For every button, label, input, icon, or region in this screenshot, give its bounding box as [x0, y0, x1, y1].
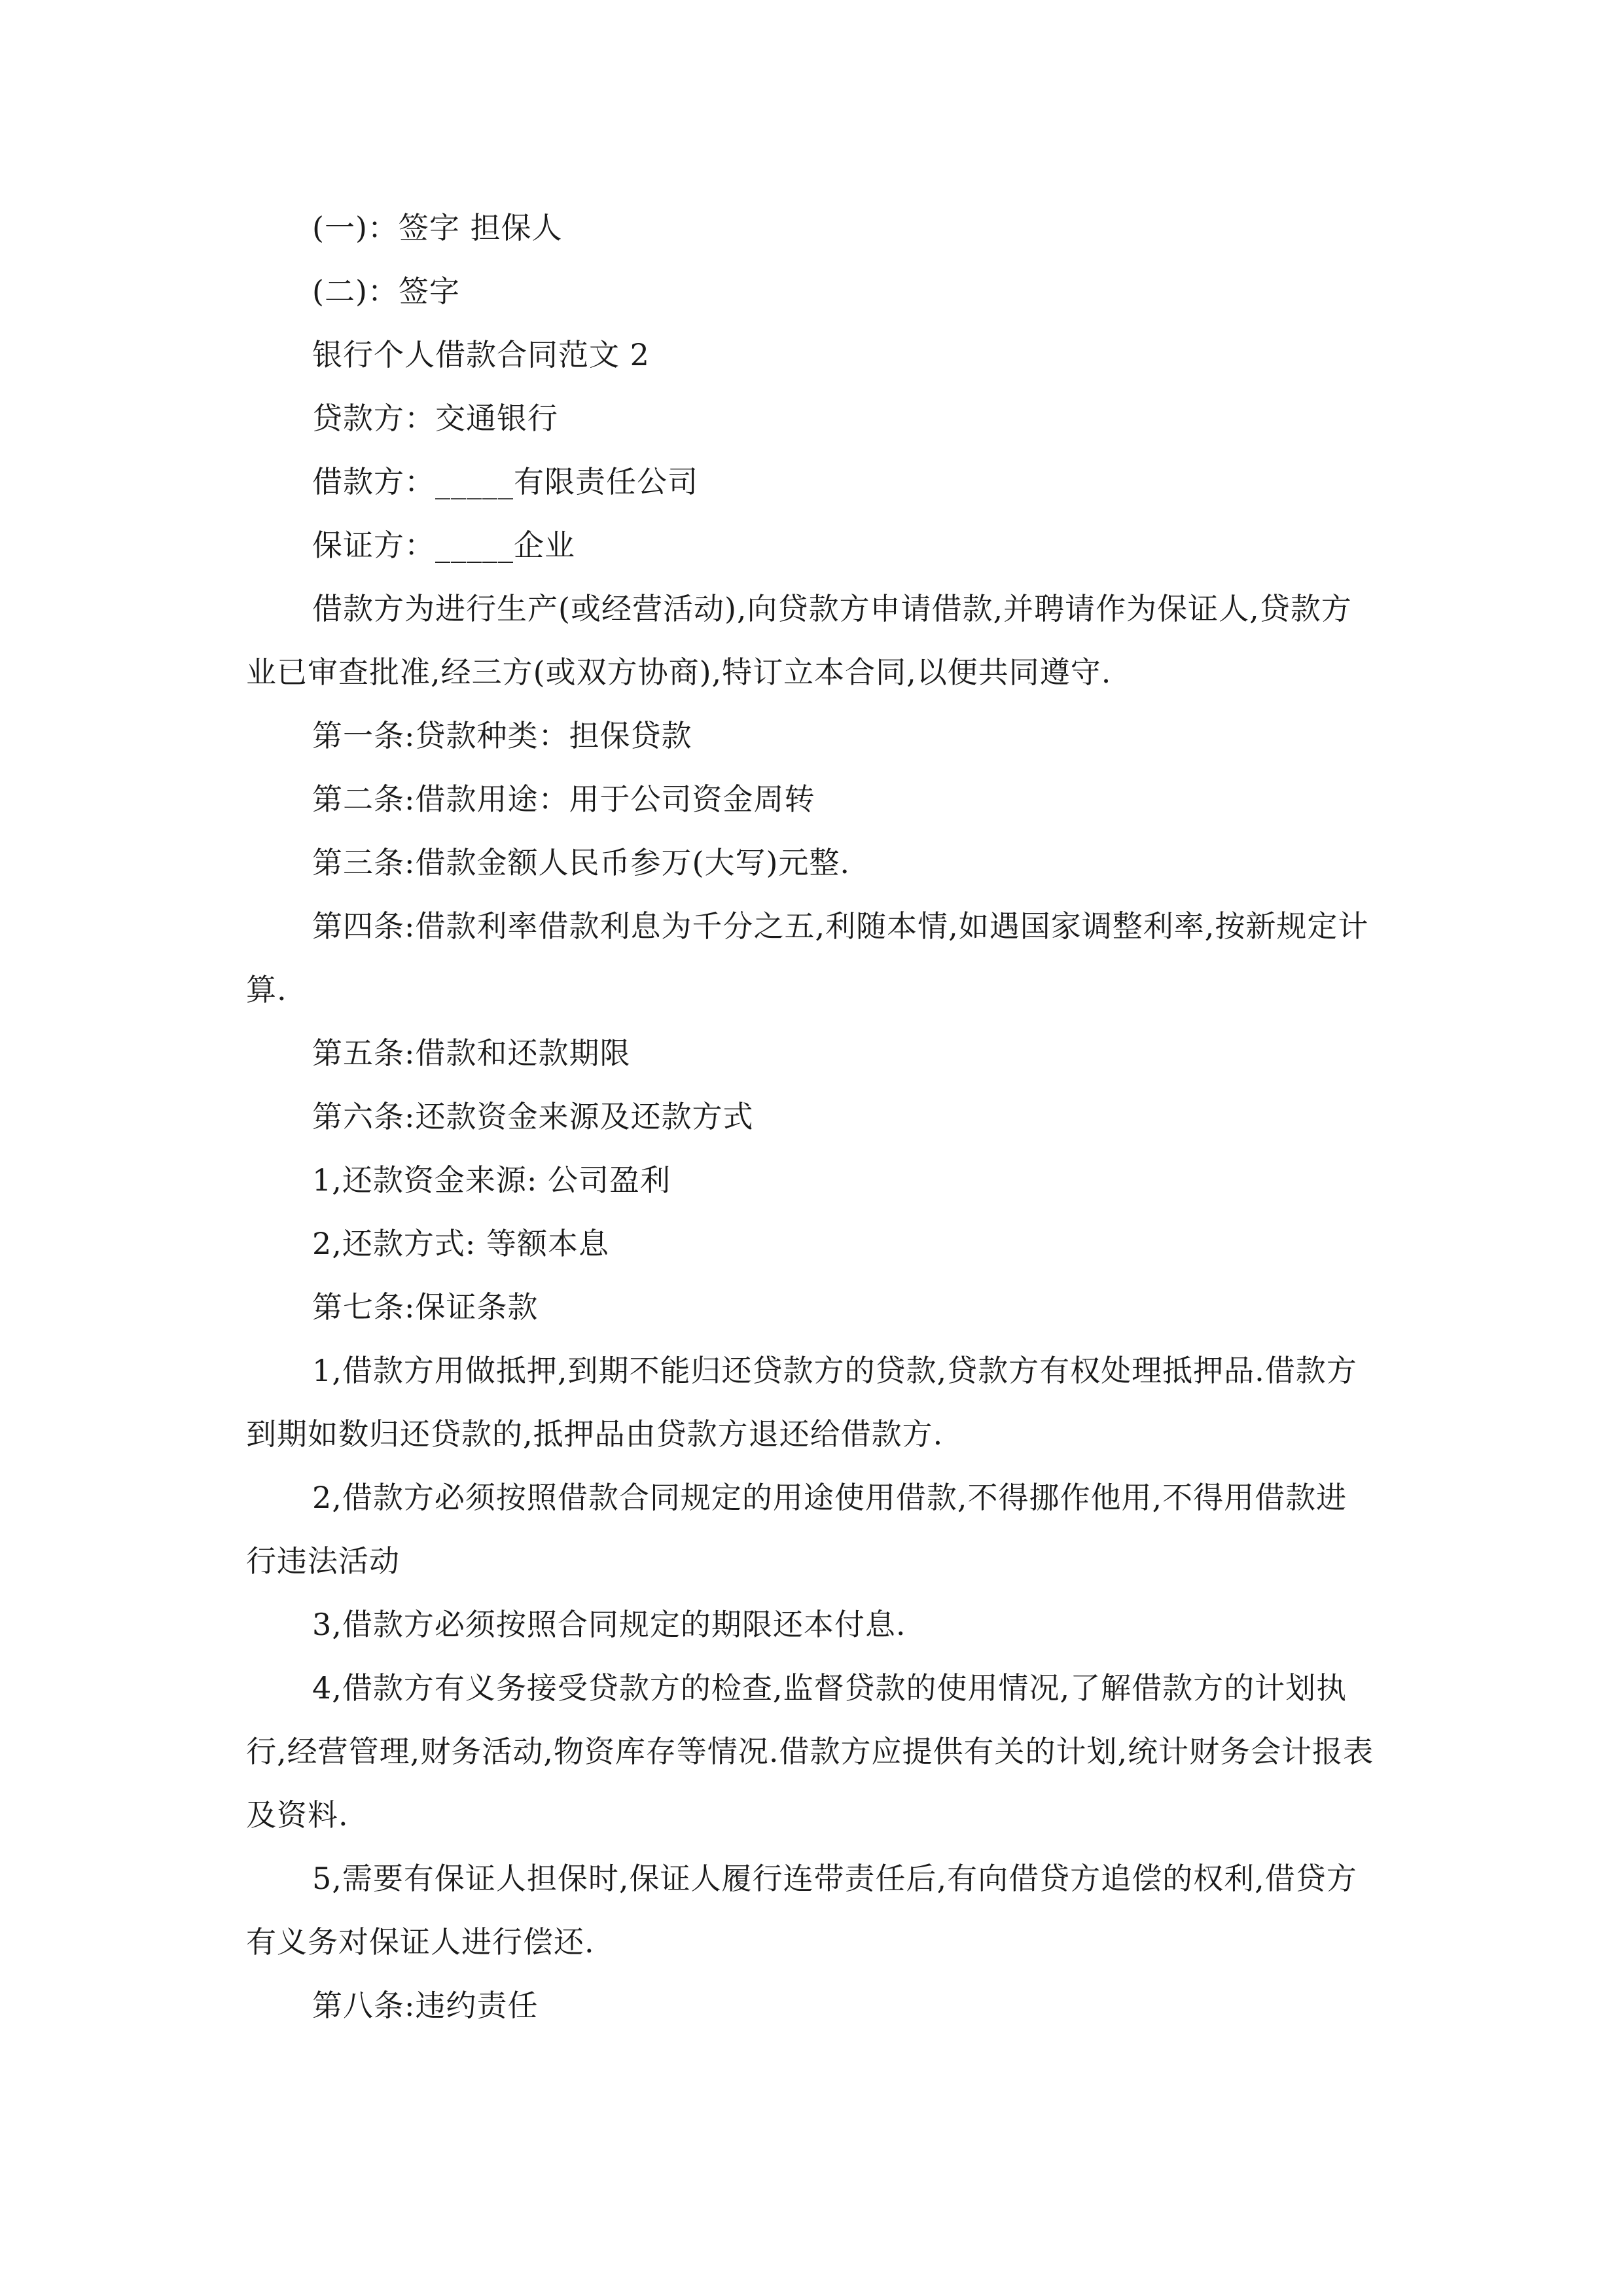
article-7-item-4: 4,借款方有义务接受贷款方的检查,监督贷款的使用情况,了解借款方的计划执行,经营管理,财务活动,物资库存等情况.借款方应提供有关的计划,统计财务会计报表及资料. — [246, 1670, 1374, 1833]
borrower-line: 借款方：_____有限责任公司 — [312, 464, 698, 499]
article-4: 第四条:借款利率借款利息为千分之五,利随本情,如遇国家调整利率,按新规定计算. — [246, 908, 1369, 1007]
article-6-item-2: 2,还款方式: 等额本息 — [312, 1226, 610, 1261]
preamble-paragraph: 借款方为进行生产(或经营活动),向贷款方申请借款,并聘请作为保证人,贷款方业已审查批准,经三方(或双方协商),特订立本合同,以便共同遵守. — [246, 591, 1352, 690]
article-3: 第三条:借款金额人民币参万(大写)元整. — [312, 845, 851, 880]
article-7-item-2: 2,借款方必须按照借款合同规定的用途使用借款,不得挪作他用,不得用借款进行违法活动 — [246, 1480, 1347, 1579]
guarantor-line: 保证方：_____企业 — [312, 528, 575, 563]
signature-line: (二)：签字 — [312, 274, 460, 309]
signature-guarantor-line: (一)：签字 担保人 — [312, 210, 563, 245]
article-7: 第七条:保证条款 — [312, 1289, 539, 1325]
document-body — [246, 196, 1377, 2037]
article-7-item-5: 5,需要有保证人担保时,保证人履行连带责任后,有向借贷方追偿的权利,借贷方有义务对保证人进行偿还. — [246, 1861, 1357, 1960]
article-2: 第二条:借款用途：用于公司资金周转 — [312, 781, 815, 817]
article-1: 第一条:贷款种类：担保贷款 — [312, 718, 692, 753]
article-6: 第六条:还款资金来源及还款方式 — [312, 1099, 754, 1134]
document-title: 银行个人借款合同范文 2 — [312, 337, 650, 372]
article-8: 第八条:违约责任 — [312, 1988, 539, 2023]
article-5: 第五条:借款和还款期限 — [312, 1035, 631, 1071]
article-7-item-3: 3,借款方必须按照合同规定的期限还本付息. — [312, 1607, 906, 1642]
lender-line: 贷款方：交通银行 — [312, 401, 558, 436]
article-6-item-1: 1,还款资金来源: 公司盈利 — [312, 1162, 671, 1198]
article-7-item-1: 1,借款方用做抵押,到期不能归还贷款方的贷款,贷款方有权处理抵押品.借款方到期如数归还贷款的,抵押品由贷款方退还给借款方. — [246, 1353, 1357, 1452]
